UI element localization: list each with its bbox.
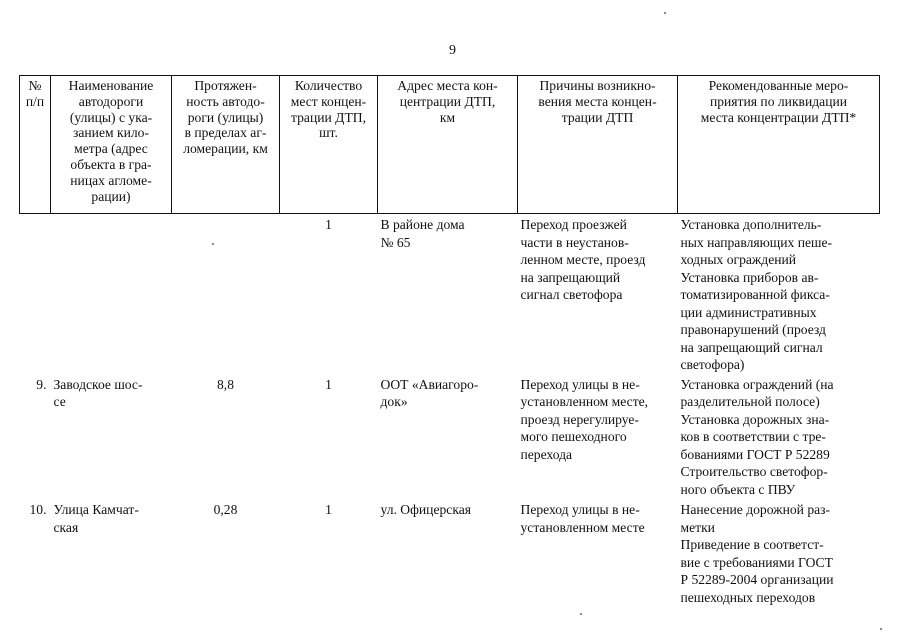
accident-cause: Переход улицы в не- установленном месте <box>520 502 645 535</box>
accident-count: 1 <box>325 376 332 392</box>
table-row <box>20 498 880 606</box>
header-address: Адрес места кон- центрации ДТП, км <box>378 76 518 214</box>
header-length: Протяжен- ность автодо- роги (улицы) в пределах аг- ломерации, км <box>172 76 280 214</box>
road-length <box>172 214 280 374</box>
accident-cause: Переход проезжей части в неустанов- ленном месте, проезд на запрещающий сигнал светофора <box>520 217 646 302</box>
scan-speck <box>664 12 666 14</box>
scan-speck <box>880 628 882 630</box>
road-name: Улица Камчат- ская <box>53 502 139 535</box>
recommended-measures: Установка дополнитель- ных направляющих пеше- ходных ограждений Установка приборов ав- томатизированной фикса- ции административных правонарушений (проезд на запрещающий сигнал светофора) <box>680 217 833 372</box>
recommended-measures: Установка ограждений (на разделительной полосе) Установка дорожных зна- ков в соответствии с тре- бованиями ГОСТ Р 52289 Строительство светофор- ного объекта с ПВУ <box>680 376 834 497</box>
accident-address: В районе дома № 65 <box>380 217 465 250</box>
road-length: 8,8 <box>217 376 234 392</box>
row-number: 10. <box>29 502 47 517</box>
table-header-row <box>20 76 880 214</box>
accident-cause: Переход улицы в не- установленном месте, проезд нерегулируе- мого пешеходного перехода <box>520 376 649 462</box>
table-row <box>20 214 880 374</box>
road-length: 0,28 <box>213 502 238 517</box>
page-number: 9 <box>449 43 456 58</box>
accident-address: ООТ «Авиагоро- док» <box>380 376 479 409</box>
accident-address: ул. Офицерская <box>380 502 472 517</box>
scan-speck <box>212 243 214 245</box>
header-road-name: Наименование автодороги (улицы) с ука- занием кило- метра (адрес объекта в гра- ницах агломе- рации) <box>51 76 172 214</box>
recommended-measures: Нанесение дорожной раз- метки Приведение в соответст- вие с требованиями ГОСТ Р 52289-2004 организации пешеходных переходов <box>680 502 834 605</box>
accident-concentration-table <box>19 75 880 606</box>
accident-count: 1 <box>325 217 332 232</box>
road-name <box>51 214 172 374</box>
header-causes: Причины возникно- вения места концен- трации ДТП <box>518 76 678 214</box>
road-name: Заводское шос- се <box>53 376 143 409</box>
row-number <box>20 214 51 374</box>
header-number: № п/п <box>20 76 51 214</box>
row-number: 9. <box>36 376 47 392</box>
table-row <box>20 374 880 499</box>
header-measures: Рекомендованные меро- приятия по ликвидации места концентрации ДТП* <box>678 76 880 214</box>
header-count: Количество мест концен- трации ДТП, шт. <box>280 76 378 214</box>
accident-count: 1 <box>325 502 332 517</box>
scan-speck <box>580 613 582 615</box>
